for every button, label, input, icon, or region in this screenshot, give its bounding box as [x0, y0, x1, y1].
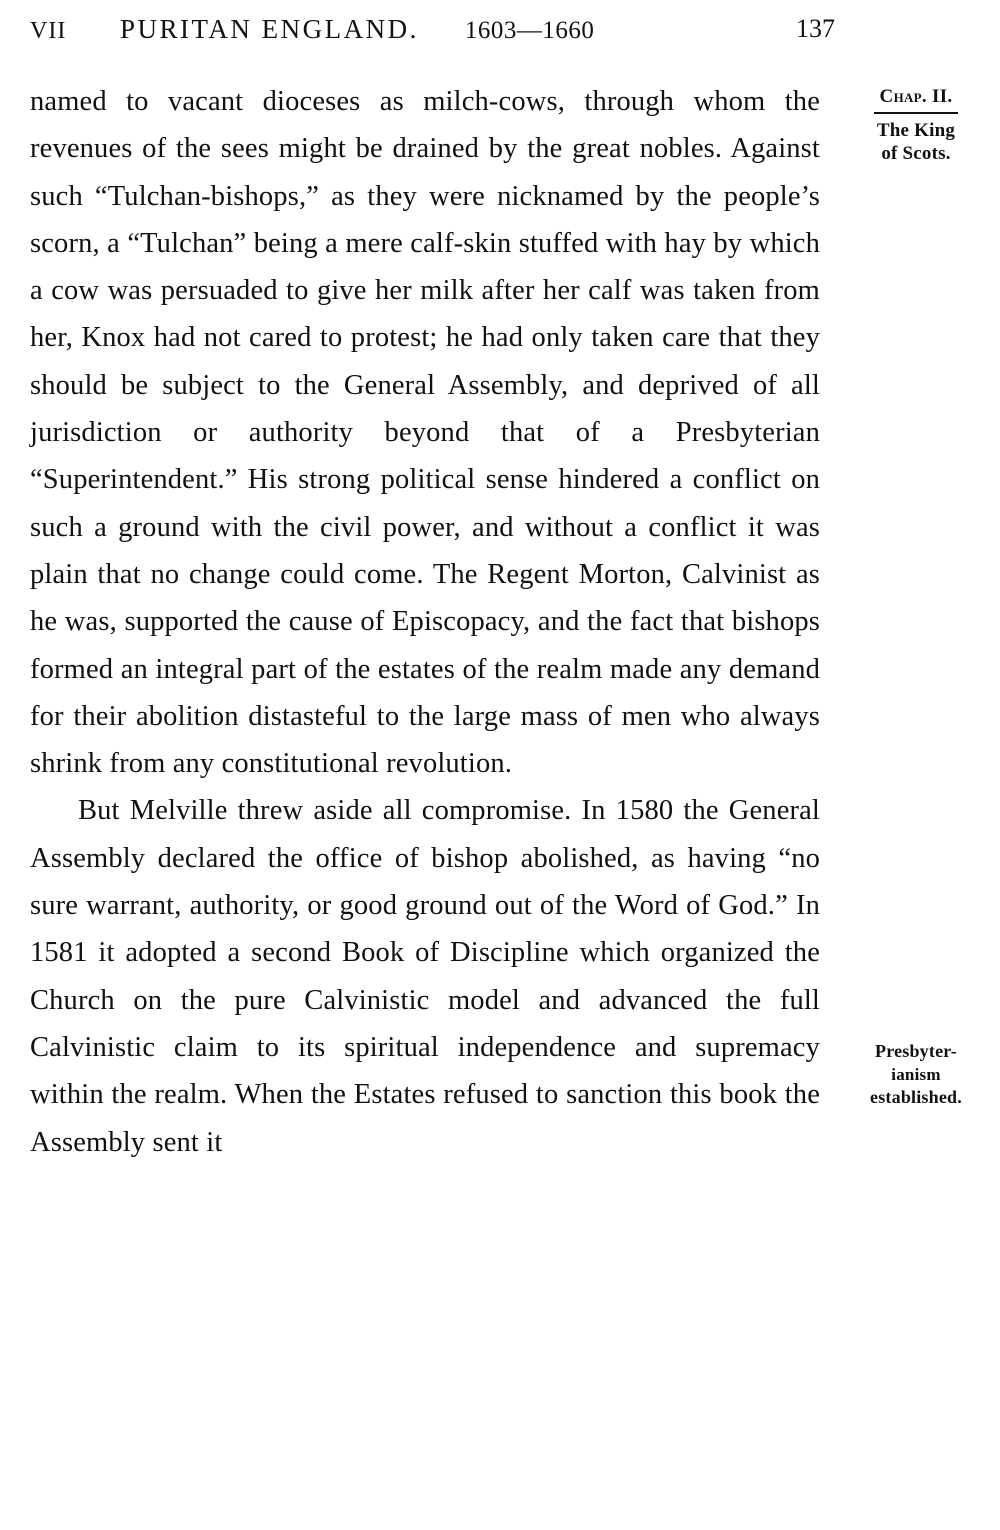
- page-number: 137: [796, 14, 835, 43]
- running-head-chapter-numeral: VII: [30, 18, 67, 44]
- margin-note-rule: [874, 112, 958, 114]
- margin-note-chapter-label: Chap. II.: [879, 86, 953, 107]
- margin-note-presb-line1: Presbyter-: [875, 1041, 957, 1061]
- running-head: [30, 14, 830, 54]
- body-text-column: [30, 78, 820, 1166]
- margin-note-presbyterianism: [840, 1040, 992, 1109]
- running-head-title: PURITAN ENGLAND.: [120, 14, 419, 44]
- paragraph-1: named to vacant dioceses as milch-cows, through whom the revenues of the sees might be drained by the great nobles. Against such “Tulchan-bishops,” as they were nicknamed by the people’s scorn, a “Tulchan” being a mere calf-skin stuffed with hay by which a cow was persuaded to give her milk after her calf was taken from her, Knox had not cared to protest; he had only taken care that they should be subject to the General Assembly, and deprived of all jurisdiction or authority beyond that of a Presbyterian “Superintendent.” His strong political sense hindered a conflict on such a ground with the civil power, and without a conflict it was plain that no change could come. The Regent Morton, Calvinist as he was, supported the cause of Episcopacy, and the fact that bishops formed an integral part of the estates of the realm made any demand for their abolition distasteful to the large mass of men who always shrink from any constitutional revolution.: [30, 86, 820, 780]
- margin-note-presb-line3: established.: [870, 1087, 962, 1107]
- margin-note-chapter-line1: The King: [876, 120, 956, 141]
- margin-note-chapter: [840, 86, 992, 165]
- margin-note-presb-line2: ianism: [891, 1065, 941, 1084]
- running-head-date-range: 1603—1660: [464, 17, 595, 44]
- margin-note-chapter-line2: of Scots.: [881, 143, 951, 164]
- paragraph-2: But Melville threw aside all compromise. In 1580 the General Assembly declared the office of bishop abolished, as having “no sure warrant, authority, or good ground out of the Word of God.” In 1581 it adopted a second Book of Discipline which organized the Church on the pure Calvinistic model and advanced the full Calvinistic claim to its spiritual independence and supremacy within the realm. When the Estates refused to sanction this book the Assembly sent it: [30, 795, 820, 1158]
